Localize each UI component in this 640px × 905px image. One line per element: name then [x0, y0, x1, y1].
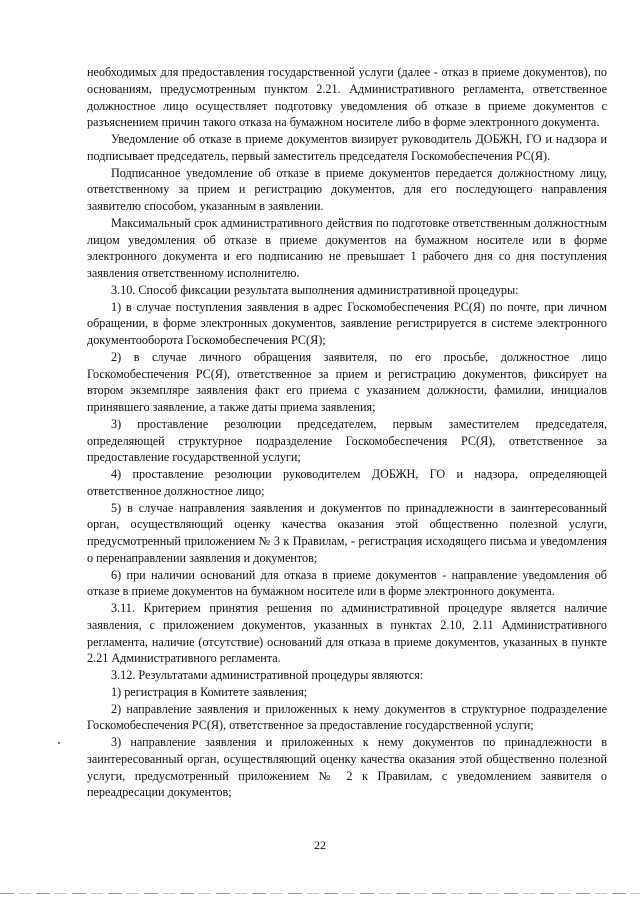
paragraph-rejection-notice-approval: Уведомление об отказе в приеме документов визирует руководитель ДОБЖН, ГО и надзора и подписывает председатель, первый заместитель председателя Госкомобеспечения РС(Я). [87, 132, 607, 163]
section-3-10-heading: 3.10. Способ фиксации результата выполнения административной процедуры: [111, 282, 519, 297]
list-item-3-10-5: 5) в случае направления заявления и документов по принадлежности в заинтересованный орган, осуществляющий оценку качества оказания этой общественно полезной услуги, предусмотренный приложением № 3 к Правилам, - регистрация исходящего письма и уведомления о перенаправлении заявления и документов; [87, 500, 607, 565]
list-item-3-10-2: 2) в случае личного обращения заявителя, по его просьбе, должностное лицо Госкомобеспечения РС(Я), ответственное за прием и регистрацию документов, фиксирует на втором экземпляре заявления факт его приема с указанием должности, фамилии, инициалов принявшего заявление, а также даты приема заявления; [87, 349, 607, 414]
scan-edge-line [0, 893, 640, 894]
list-item-3-10-6: 6) при наличии оснований для отказа в приеме документов - направление уведомления об отказе в приеме документов на бумажном носителе или в форме электронного документа. [87, 567, 607, 599]
section-3-12-heading: 3.12. Результатами административной процедуры являются: [111, 668, 424, 682]
section-3-11: 3.11. Критерием принятия решения по административной процедуре является наличие заявления, с приложением документов, указанных в пунктах 2.10, 2.11 Административного регламента, наличие (отсутствие) оснований для отказа в приеме документов, указанных в пункте 2.21 Административного регламента. [87, 601, 607, 666]
list-item-3-10-3: 3) проставление резолюции председателем, первым заместителем председателя, определяющей структурное подразделение Госкомобеспечения РС(Я), ответственное за предоставление государственной услуги; [87, 416, 607, 465]
list-item-3-10-1: 1) в случае поступления заявления в адрес Госкомобеспечения РС(Я) по почте, при личном обращении, в форме электронных документов, заявление регистрируется в системе электронного документооборота Госкомобеспечения РС(Я); [87, 299, 607, 347]
list-item-3-12-1: 1) регистрация в Комитете заявления; [111, 684, 308, 699]
page-number: 22 [314, 838, 326, 852]
scan-artifact-dot [58, 742, 60, 744]
list-item-3-12-3: 3) направление заявления и приложенных к нему документов по принадлежности в заинтересованный орган, осуществляющий оценку качества оказания этой общественно полезной услуги, предусмотренный приложением № 2 к Правилам, с уведомлением заявителя о переадресации документов; [87, 735, 607, 800]
list-item-3-10-4: 4) проставление резолюции руководителем ДОБЖН, ГО и надзора, определяющей ответственное должностное лицо; [87, 467, 607, 498]
list-item-3-12-2: 2) направление заявления и приложенных к нему документов в структурное подразделение Госкомобеспечения РС(Я), ответственное за предоставление государственной услуги; [87, 701, 607, 733]
document-body [87, 64, 607, 801]
paragraph-max-term: Максимальный срок административного действия по подготовке ответственным должностным лицом уведомления об отказе в приеме документов на бумажном носителе или в форме электронного документа и его подписанию не превышает 1 рабочего дня со дня поступления заявления ответственному исполнителю. [87, 215, 607, 280]
paragraph-continuation: необходимых для предоставления государственной услуги (далее - отказ в приеме документов), по основаниям, предусмотренным пунктом 2.21. Административного регламента, ответственное должностное лицо осуществляет подготовку уведомления об отказе в приеме документов с разъяснением причин такого отказа на бумажном носителе либо в форме электронного документа. [87, 65, 607, 130]
paragraph-notice-transfer: Подписанное уведомление об отказе в приеме документов передается должностному лицу, ответственному за прием и регистрацию документов, для его последующего направления заявителю способом, указанным в заявлении. [87, 165, 607, 213]
